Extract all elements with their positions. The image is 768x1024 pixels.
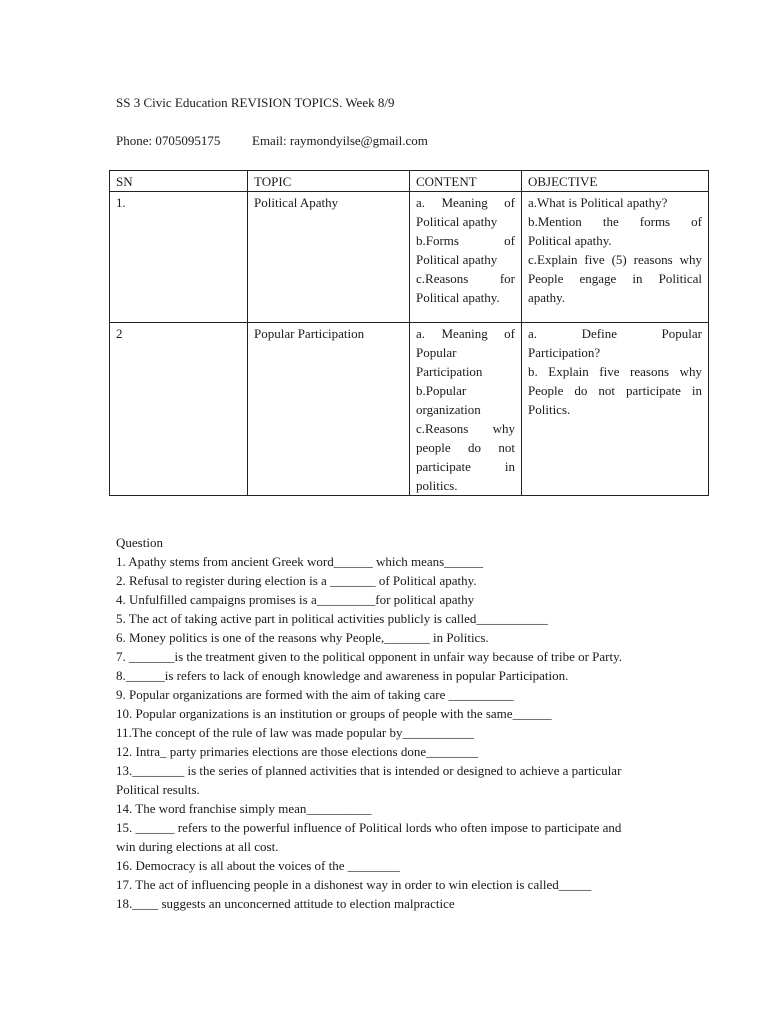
content-line: b.Forms of bbox=[416, 233, 515, 248]
content-line: Political apathy bbox=[416, 252, 498, 267]
cell-sn: 2 bbox=[110, 323, 248, 496]
objective-line: People engage in Political bbox=[528, 271, 702, 286]
table-row bbox=[110, 192, 709, 323]
content-line: participate in bbox=[416, 459, 515, 474]
objective-line: a. Define Popular bbox=[528, 326, 702, 341]
revision-topics-table bbox=[109, 170, 709, 496]
question-item: 18.____ suggests an unconcerned attitude to election malpractice bbox=[116, 896, 455, 911]
header-topic: TOPIC bbox=[248, 171, 410, 192]
content-line: c.Reasons why bbox=[416, 421, 515, 436]
question-item: 16. Democracy is all about the voices of the ________ bbox=[116, 858, 400, 873]
content-line: Political apathy. bbox=[416, 290, 500, 305]
objective-line: People do not participate in bbox=[528, 383, 702, 398]
content-line: a. Meaning of bbox=[416, 326, 515, 341]
objective-line: c.Explain five (5) reasons why bbox=[528, 252, 702, 267]
objective-line: Participation? bbox=[528, 345, 601, 360]
objective-line: a.What is Political apathy? bbox=[528, 195, 668, 210]
question-item: 10. Popular organizations is an institution or groups of people with the same______ bbox=[116, 706, 552, 721]
cell-objective bbox=[522, 323, 709, 496]
questions-section bbox=[116, 533, 656, 913]
cell-content bbox=[410, 192, 522, 323]
content-line: politics. bbox=[416, 478, 458, 493]
question-item: 11.The concept of the rule of law was made popular by___________ bbox=[116, 725, 475, 740]
questions-heading: Question bbox=[116, 535, 163, 550]
content-line: Popular bbox=[416, 345, 457, 360]
table-header-row bbox=[110, 171, 709, 192]
question-item: 15. ______ refers to the powerful influence of Political lords who often impose to participate and bbox=[116, 820, 622, 835]
question-item: 4. Unfulfilled campaigns promises is a_________for political apathy bbox=[116, 592, 475, 607]
header-content: CONTENT bbox=[410, 171, 522, 192]
objective-line: b. Explain five reasons why bbox=[528, 364, 702, 379]
question-item: 12. Intra_ party primaries elections are those elections done________ bbox=[116, 744, 479, 759]
question-item: 7. _______is the treatment given to the political opponent in unfair way because of tribe or Party. bbox=[116, 649, 623, 664]
cell-objective bbox=[522, 192, 709, 323]
header-sn: SN bbox=[110, 171, 248, 192]
question-item: win during elections at all cost. bbox=[116, 839, 279, 854]
cell-sn: 1. bbox=[110, 192, 248, 323]
question-item: 2. Refusal to register during election is a _______ of Political apathy. bbox=[116, 573, 477, 588]
question-item: 13.________ is the series of planned activities that is intended or designed to achieve a particular bbox=[116, 763, 622, 778]
phone-number: Phone: 0705095175 bbox=[116, 133, 221, 148]
content-line: organization bbox=[416, 402, 481, 417]
question-item: 6. Money politics is one of the reasons why People,_______ in Politics. bbox=[116, 630, 489, 645]
cell-content bbox=[410, 323, 522, 496]
question-item: 1. Apathy stems from ancient Greek word______ which means______ bbox=[116, 554, 484, 569]
table-row bbox=[110, 323, 709, 496]
objective-line: Political apathy. bbox=[528, 233, 612, 248]
question-item: 8.______is refers to lack of enough knowledge and awareness in popular Participation. bbox=[116, 668, 569, 683]
content-line: c.Reasons for bbox=[416, 271, 515, 286]
question-item: 5. The act of taking active part in political activities publicly is called___________ bbox=[116, 611, 548, 626]
document-title: SS 3 Civic Education REVISION TOPICS. Week 8/9 bbox=[116, 95, 395, 110]
question-item: Political results. bbox=[116, 782, 200, 797]
objective-line: b.Mention the forms of bbox=[528, 214, 702, 229]
content-line: people do not bbox=[416, 440, 515, 455]
objective-line: Politics. bbox=[528, 402, 571, 417]
content-line: Political apathy bbox=[416, 214, 498, 229]
cell-topic: Popular Participation bbox=[248, 323, 410, 496]
objective-line: apathy. bbox=[528, 290, 566, 305]
content-line: Participation bbox=[416, 364, 483, 379]
header-objective: OBJECTIVE bbox=[522, 171, 709, 192]
email-address: Email: raymondyilse@gmail.com bbox=[252, 133, 428, 148]
content-line: a. Meaning of bbox=[416, 195, 515, 210]
question-item: 17. The act of influencing people in a dishonest way in order to win election is called_____ bbox=[116, 877, 592, 892]
contact-line bbox=[116, 133, 428, 149]
content-line: b.Popular bbox=[416, 383, 467, 398]
question-item: 9. Popular organizations are formed with the aim of taking care __________ bbox=[116, 687, 514, 702]
cell-topic: Political Apathy bbox=[248, 192, 410, 323]
question-item: 14. The word franchise simply mean__________ bbox=[116, 801, 372, 816]
